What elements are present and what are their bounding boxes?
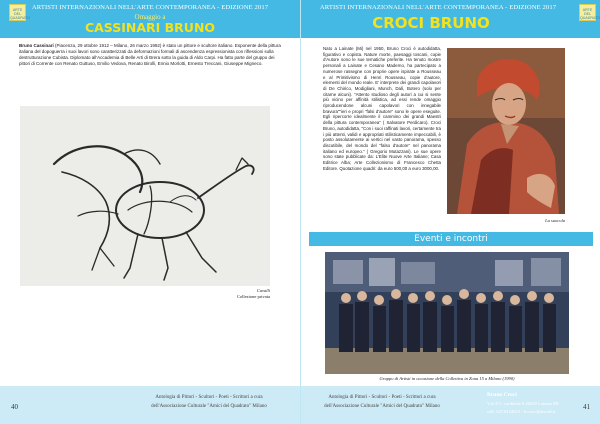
artist-biography (19, 43, 283, 67)
footer-line-1: Antologia di Pittori - Scultori - Poeti - Scrittori a cura (155, 395, 263, 400)
series-title: ARTISTI INTERNAZIONALI NELL'ARTE CONTEMPORANEA - EDIZIONE 2017 (31, 4, 269, 11)
series-title: ARTISTI INTERNAZIONALI NELL'ARTE CONTEMPORANEA - EDIZIONE 2017 (319, 4, 557, 11)
biography-body: (Piacenza, 29 ottobre 1912 – Milano, 26 marzo 1992) è stato un pittore e scultore italiano. Esponente della pittura italiana del dopoguerra i suoi lavori sono caratterizzati da deformazioni formali di ascendenza espressionista con riflessioni sulla destrutturazione Cubista. Diplomato all'Accademia di Belle Arti di Brera sotto la guida di Aldo Carpi. Ha fatto parte del gruppo dei pittori di Corrente con Renato Guttuso, Emilio Vedova, Renato Birolli, Ennio Morlotti, Ernesto Treccani, Giuseppe Migneco. (19, 43, 281, 67)
artist-contact (487, 392, 583, 415)
footer-text (307, 394, 457, 411)
logo-icon (579, 4, 600, 21)
artwork-collection: Collezione privata (236, 293, 270, 299)
footer-line-2: dell'Associazione Culturale "Amici del Quadrato" Milano (151, 403, 267, 409)
photo-caption: Gruppo di Artisti in occasione della Collettiva in Zona 15 a Milano (1990) (379, 376, 515, 381)
right-page-footer (301, 386, 600, 424)
biography-lead: Bruno Cassinari (19, 43, 54, 48)
logo-text: ARTE DEL QUADRATO (580, 8, 600, 21)
artwork-portrait (447, 48, 565, 214)
portrait-painting-icon (447, 48, 565, 214)
contact-phone: cell: 347.6152615 - b.croci@tiscali.it (487, 408, 556, 414)
artwork-horses (20, 106, 270, 286)
left-page-header (0, 0, 300, 38)
artist-biography: Nato a Lainate (Mi) nel 1950, Bruno Croci è autodidatta, figurativo e copista. Nature morte, paesaggi toscani, copie d'Autore sono le sue tematiche preferite. Ha tenuto mostre personali a Lainate e Cesano Maderno, ha partecipato a numerose rassegne con proprie opere ispirate a Rousseau e al Primitivismo di Henri Rousseau, copie d'autore, elementi del mondo reale. E' interprete dei grandi capolavori di De Chirico, Modigliani, Munch, Dalì, Botero (solo per citarne alcuni). "Attento studioso degli autori a cui si sente più vicino per affinità stilistica, ad essi rende omaggio riproducendone alcuni capolavori con innegabile bravura""ieri e propri "falsi d'autore" sono le opere eseguite. Egli ripercorre idealmente il cammino dei grandi Maestri della pittura contemporanea" ( Salvatore Perdicaro). Croci Bruno, autodidatta, "Con i suoi raffinati lavori, certamente tra i più attenti, validi e appropriati stilisticamente impeccabili, è posto assolutamente ai vertici nel vasto panorama, spesso discutibile, del mondo del "falso d'autore" nel panorama italiano ed europeo." ( Gregorio Mutazzani). Le sue opere sono state pubblicate da: L'Elite Nuove Arte Italiane; Casa Editrice Alba; Arte Collezionismo di Francesco Chetta Editore. Quotazione quadri: da euro 500,00 a euro 3000,00. (323, 46, 441, 171)
footer-line-2: dell'Associazione Culturale "Amici del Quadrato" Milano (324, 403, 440, 409)
horse-sketch-icon (20, 106, 270, 286)
footer-text (124, 394, 294, 411)
group-photo-icon (325, 252, 569, 374)
artist-name: CROCI BRUNO (372, 14, 490, 32)
footer-line-1: Antologia di Pittori - Scultori - Poeti - Scrittori a cura (328, 395, 436, 400)
event-group-photo (325, 252, 569, 374)
contact-name: Bruno Croci (487, 392, 517, 398)
right-page (300, 0, 600, 424)
page-number: 40 (11, 403, 18, 411)
artwork-title: Cavalli (256, 288, 270, 293)
events-heading: Eventi e incontri (309, 232, 593, 246)
left-page-footer (0, 386, 300, 424)
page-number: 41 (583, 403, 590, 411)
contact-address: V.le F.C. cardinale 6 20020 Lainate MI (487, 400, 559, 406)
right-page-header (301, 0, 600, 38)
artist-name: CASSINARI BRUNO (84, 20, 216, 35)
logo-text: ARTE DEL QUADRATO (10, 8, 31, 21)
artwork-caption (200, 288, 270, 299)
omaggio-label: Omaggio a (134, 13, 166, 21)
artwork-title: La suocola (545, 218, 565, 223)
